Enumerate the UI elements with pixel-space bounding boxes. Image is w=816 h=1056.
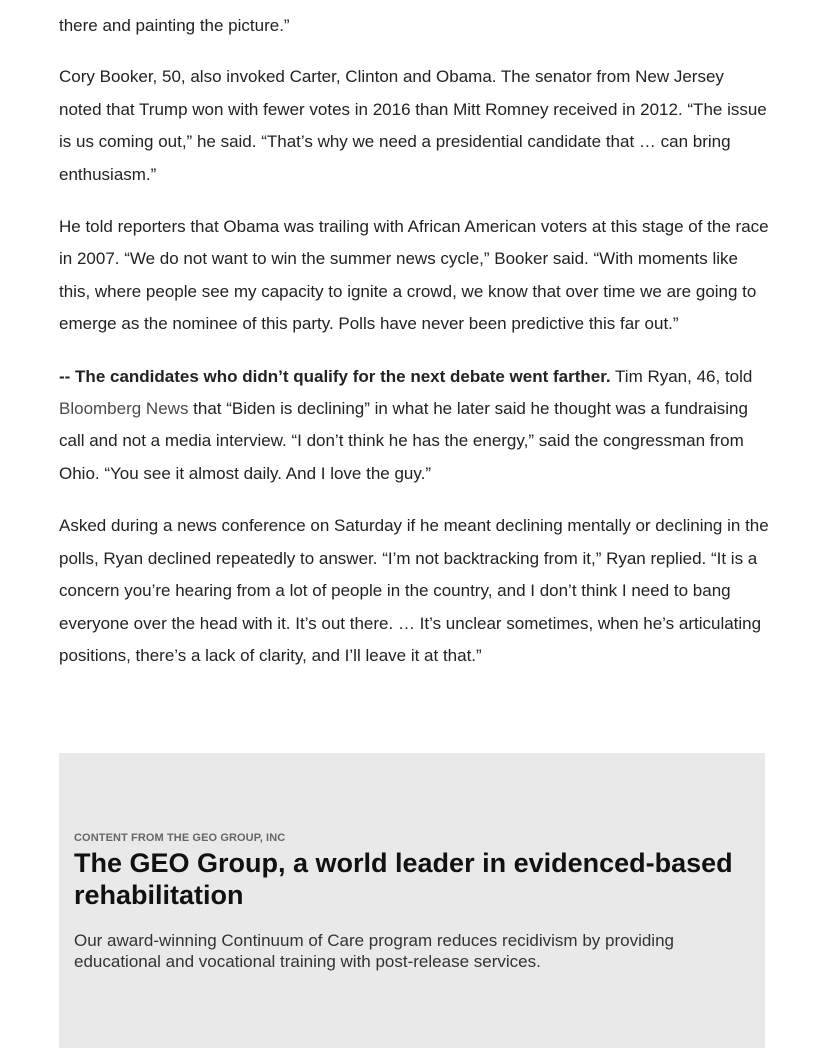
article-paragraph-4 (59, 361, 771, 491)
sponsor-label: CONTENT FROM THE GEO GROUP, INC (74, 832, 286, 844)
bloomberg-news-link[interactable]: Bloomberg News (59, 399, 189, 419)
paragraph-text: Tim Ryan, 46, told (610, 366, 753, 386)
sponsored-description: Our award-winning Continuum of Care program reduces recidivism by providing educational and vocational training with post-release services. (74, 931, 674, 971)
paragraph-lead-bold: -- The candidates who didn’t qualify for the next debate went farther. (59, 366, 611, 386)
article-paragraph-2: Cory Booker, 50, also invoked Carter, Clinton and Obama. The senator from New Jersey noted that Trump won with fewer votes in 2016 than Mitt Romney received in 2012. “The issue is us coming out,” he said. “That’s why we need a presidential candidate that … can bring enthusiasm.” (59, 67, 767, 184)
sponsored-content-inner (74, 832, 764, 972)
article-paragraph-3: He told reporters that Obama was trailing with African American voters at this stage of the race in 2007. “We do not want to win the summer news cycle,” Booker said. “With moments like this, where people see my capacity to ignite a crowd, we know that over time we are going to emerge as the nominee of this party. Polls have never been predictive this far out.” (59, 217, 769, 334)
article-paragraph-5: Asked during a news conference on Saturday if he meant declining mentally or declining in the polls, Ryan declined repeatedly to answer. “I’m not backtracking from it,” Ryan replied. “It is a concern you’re hearing from a lot of people in the country, and I don’t think I need to bang everyone over the head with it. It’s out there. … It’s unclear sometimes, when he’s articulating positions, there’s a lack of clarity, and I’ll leave it at that.” (59, 516, 769, 665)
article-body (59, 10, 771, 692)
paragraph-text: that “Biden is declining” in what he later said he thought was a fundraising call and not a media interview. “I don’t think he has the energy,” said the congressman from Ohio. “You see it almost daily. And I love the guy.” (59, 399, 748, 483)
sponsored-content-card[interactable] (59, 753, 765, 1048)
article-paragraph-1: there and painting the picture.” (59, 16, 290, 35)
sponsored-headline[interactable]: The GEO Group, a world leader in evidenced-based rehabilitation (74, 848, 733, 910)
